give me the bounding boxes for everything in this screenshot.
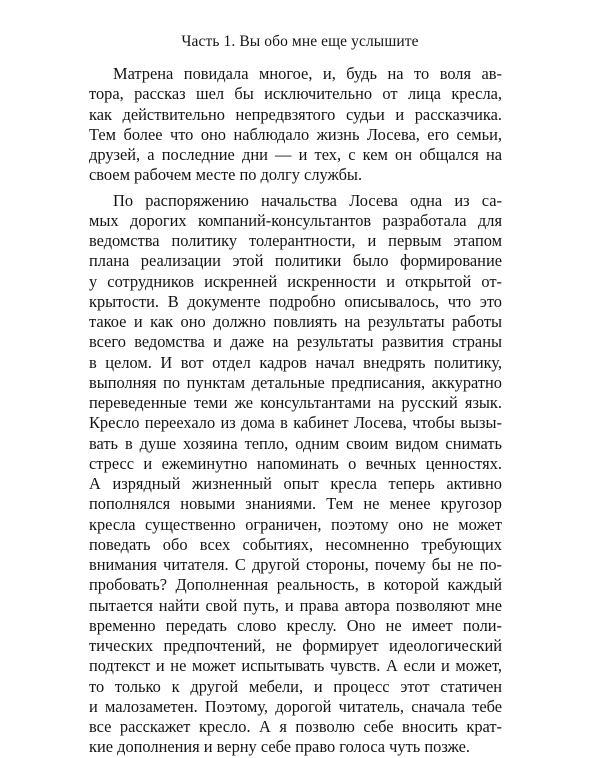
text-line: стресс и ежеминутно напоминать о вечных ценностях.: [89, 453, 502, 473]
text-line: такое и как оно должно повлиять на результаты работы: [89, 312, 502, 331]
text-line: у сотрудников искренней искренности и открытой от-: [89, 271, 502, 291]
text-line: все расскажет кресло. А я позволю себе вносить крат-: [89, 717, 502, 736]
text-line: временно передать слово креслу. Оно не имеет поли-: [89, 615, 502, 635]
text-line: то только к другой мебели, и процесс этот статичен: [89, 676, 502, 696]
text-line: подтекст и не может испытывать чувств. А если и может,: [89, 656, 502, 676]
text-line: А изрядный жизненный опыт кресла теперь активно: [89, 474, 502, 493]
text-line: и малозаметен. Поэтому, дорогой читатель, сначала тебе: [89, 696, 502, 716]
text-line: По распоряжению начальства Лосева одна из са-: [113, 190, 502, 210]
text-line: пытается найти свой путь, и права автора позволяют мне: [89, 595, 502, 615]
text-line: выполняя по пунктам детальные предписания, аккуратно: [89, 372, 502, 392]
body-text: [89, 64, 502, 758]
text-line: пополнялся новыми знаниями. Тем не менее кругозор: [89, 494, 502, 514]
paragraph: [89, 191, 502, 758]
text-line: друзей, а последние дни — и тех, с кем он общался на: [89, 145, 502, 164]
paragraph: [89, 64, 502, 186]
text-line: как действительно непредвзятого судьи и рассказчика.: [89, 104, 502, 124]
text-line: тора, рассказ шел бы исключительно от лица кресла,: [89, 84, 502, 104]
running-head: Часть 1. Вы обо мне еще услышите: [181, 33, 419, 50]
text-line: тических предпочтений, не формирует идеологический: [89, 636, 502, 655]
text-line: крытости. В документе подробно описывалось, что это: [89, 291, 502, 311]
text-line: своем рабочем месте по долгу службы.: [89, 165, 363, 185]
text-line: переведенные теми же консультантами на русский язык.: [89, 393, 502, 412]
text-line: кресла существенно ограничен, поэтому оно не может: [89, 514, 502, 534]
text-line: Кресло переехало из дома в кабинет Лосева, чтобы вызы-: [89, 413, 502, 433]
text-line: Тем более что оно наблюдало жизнь Лосева, его семьи,: [89, 124, 502, 144]
text-line: всего ведомства и даже на результаты развития страны: [89, 332, 502, 352]
text-line: ведомства политику толерантности, и первым этапом: [89, 231, 502, 250]
text-line: пробовать? Дополненная реальность, в которой каждый: [89, 575, 502, 595]
text-line: мых дорогих компаний-консультантов разработала для: [89, 210, 502, 230]
text-line: плана реализации этой политики было формирование: [89, 251, 502, 271]
text-line: вать в душе хозяина тепло, одним своим видом снимать: [89, 433, 502, 453]
text-line: Матрена повидала многое, и, будь на то воля ав-: [113, 64, 502, 83]
text-line: внимания читателя. С другой стороны, почему бы не по-: [89, 555, 502, 574]
text-line: поведать обо всех событиях, несомненно требующих: [89, 534, 502, 554]
text-line: кие дополнения и верну себе право голоса чуть позже.: [89, 737, 470, 757]
text-line: в целом. И вот отдел кадров начал внедрять политику,: [89, 352, 502, 372]
